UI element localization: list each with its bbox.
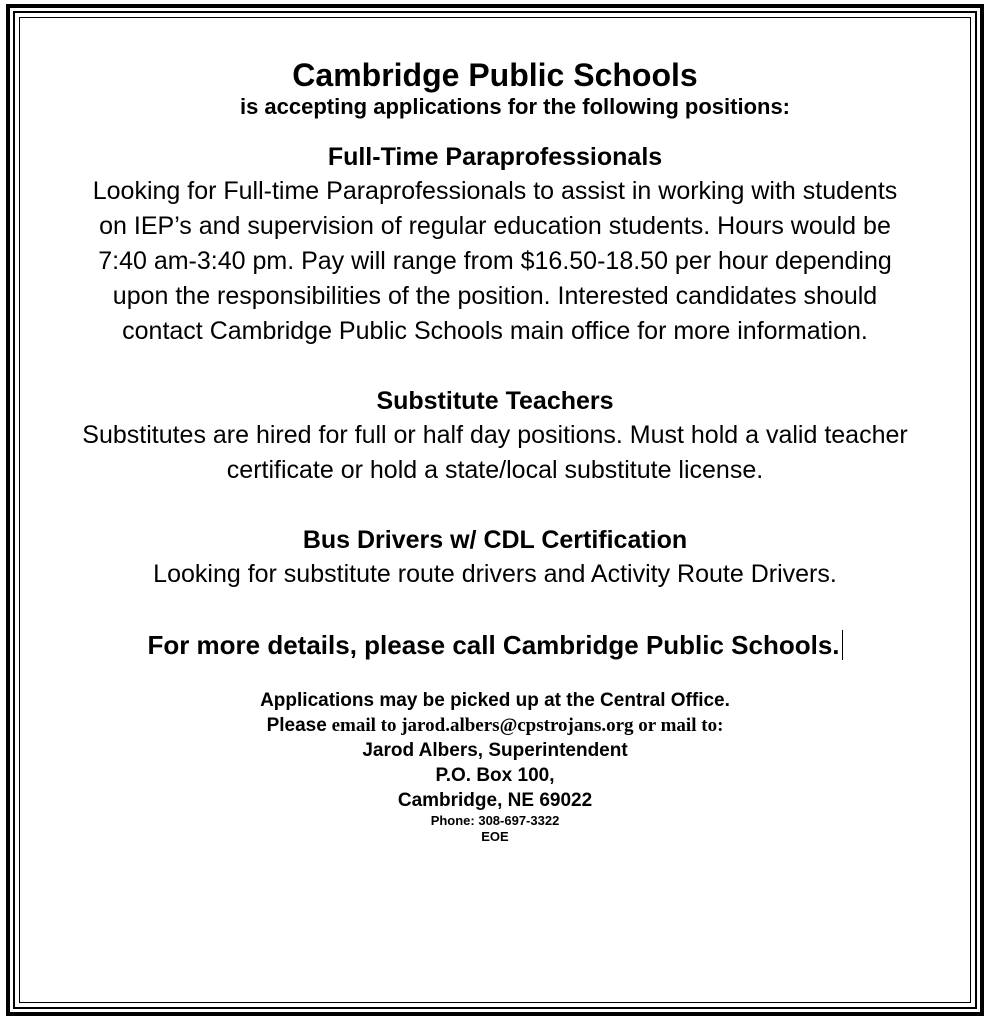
page-title: Cambridge Public Schools bbox=[292, 57, 698, 93]
contact-name: Jarod Albers, Superintendent bbox=[362, 740, 628, 761]
position-description: Looking for substitute route drivers and Activity Route Drivers. bbox=[153, 560, 837, 588]
city-state-zip: Cambridge, NE 69022 bbox=[397, 790, 593, 811]
email-text: email to jarod.albers@cpstrojans.org or mail to: bbox=[326, 715, 724, 736]
contact-footer bbox=[20, 688, 970, 845]
position-title: Bus Drivers w/ CDL Certification bbox=[302, 526, 688, 554]
page-subtitle: is accepting applications for the following positions: bbox=[239, 94, 791, 119]
phone-number: Phone: 308-697-3322 bbox=[430, 813, 560, 828]
position-title: Substitute Teachers bbox=[376, 387, 614, 415]
position-bus-drivers bbox=[20, 523, 970, 592]
pickup-note: Applications may be picked up at the Central Office. bbox=[260, 690, 730, 711]
please-label: Please bbox=[266, 715, 327, 736]
email-line bbox=[20, 713, 970, 738]
position-description: Substitutes are hired for full or half day positions. Must hold a valid teacher certificate or hold a state/local substitute license. bbox=[82, 421, 908, 484]
position-paraprofessionals bbox=[20, 140, 970, 349]
flyer-content bbox=[20, 56, 970, 845]
text-cursor bbox=[842, 630, 843, 660]
call-to-action-text: For more details, please call Cambridge Public Schools. bbox=[147, 630, 840, 660]
position-title: Full-Time Paraprofessionals bbox=[327, 143, 663, 171]
po-box: P.O. Box 100, bbox=[435, 765, 555, 786]
eoe-label: EOE bbox=[481, 829, 509, 844]
call-to-action bbox=[20, 628, 970, 662]
position-substitute-teachers bbox=[20, 384, 970, 488]
position-description: Looking for Full-time Paraprofessionals to assist in working with students on IEP’s and supervision of regular education students. Hours would be 7:40 am-3:40 pm. Pay will range from $16.50-18.50 per hour depending upon the responsibilities of the position. Interested candidates should contact Cambridge Public Schools main office for more information. bbox=[92, 177, 898, 345]
